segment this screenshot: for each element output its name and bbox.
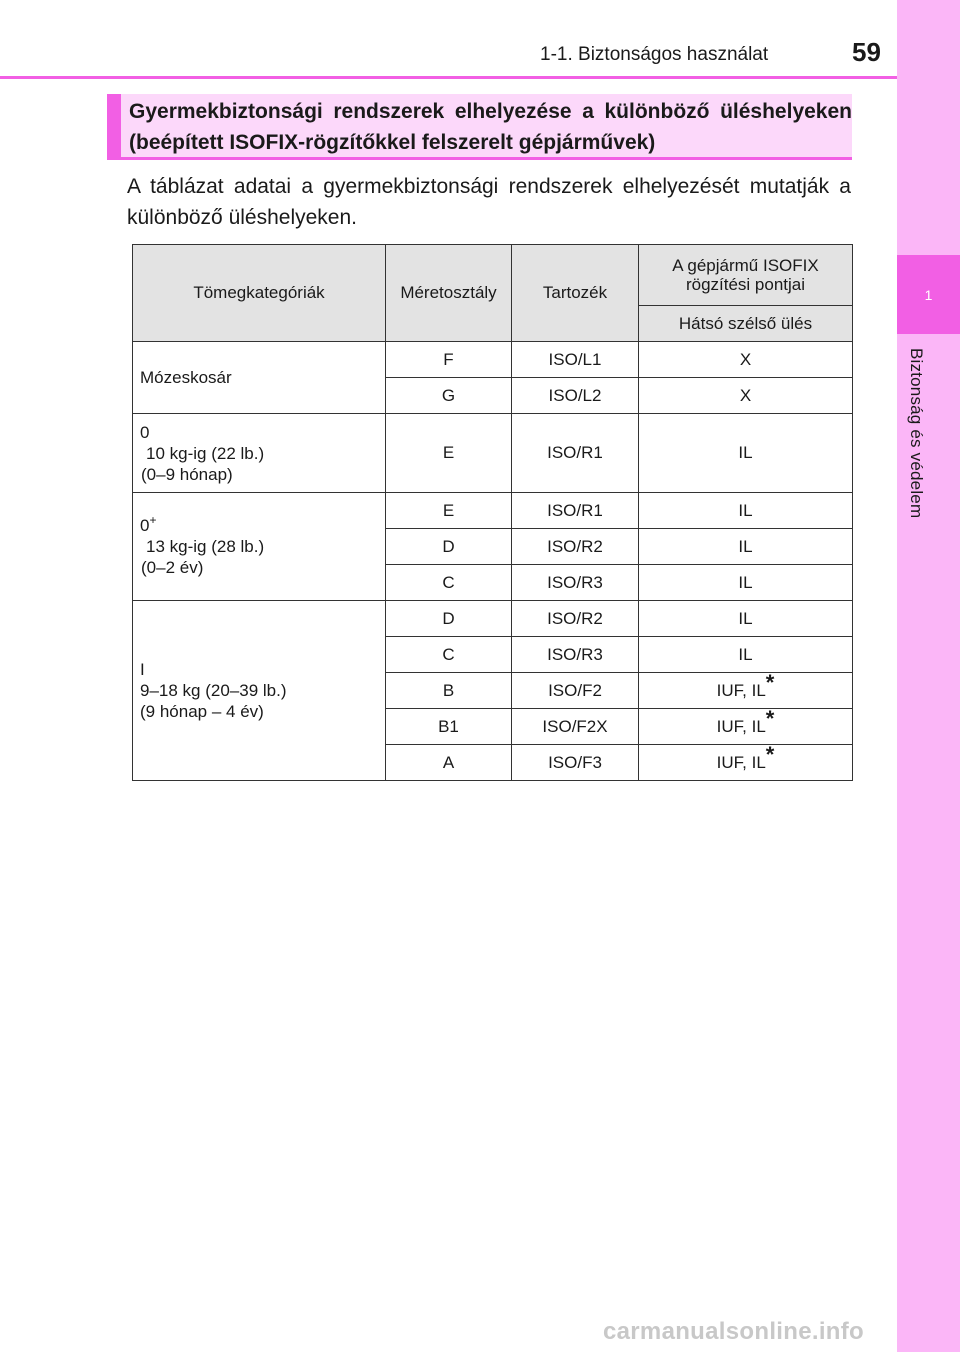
site-watermark: carmanualsonline.info [603, 1318, 865, 1345]
size-cell: F [386, 342, 512, 378]
table-row [133, 414, 853, 493]
size-cell: E [386, 414, 512, 493]
category-age: (9 hónap – 4 év) [140, 702, 264, 721]
category-weight: 10 kg-ig (22 lb.) [146, 443, 265, 463]
fixture-cell: ISO/R2 [512, 601, 639, 637]
fixture-cell: ISO/L2 [512, 378, 639, 414]
intro-paragraph: A táblázat adatai a gyermekbiztonsági rendszerek elhelyezését mutatják a különböző üléshelyeken. [127, 175, 851, 229]
size-cell: D [386, 529, 512, 565]
value-cell: IL [639, 414, 853, 493]
chapter-label: Biztonság és védelem [907, 348, 926, 519]
value-cell: IL [639, 529, 853, 565]
value-cell: IL [639, 493, 853, 529]
value-cell: IL [639, 565, 853, 601]
section-title: Gyermekbiztonsági rendszerek elhelyezése a különböző üléshelyeken (beépített ISOFIX-rögzítőkkel felszerelt gépjárművek) [129, 100, 852, 154]
size-cell: C [386, 637, 512, 673]
running-header: 1-1. Biztonságos használat [540, 44, 769, 65]
table-row [133, 342, 853, 378]
fixture-cell: ISO/R2 [512, 529, 639, 565]
size-cell: D [386, 601, 512, 637]
table-row [133, 601, 853, 637]
value-cell: X [639, 378, 853, 414]
page-number: 59 [852, 37, 881, 67]
plus-mark: + [149, 513, 157, 527]
size-cell: E [386, 493, 512, 529]
category-cell [133, 342, 386, 414]
value-cell: X [639, 342, 853, 378]
category-label: I [140, 660, 145, 679]
footnote-marker: * [765, 741, 775, 767]
fixture-cell: ISO/F2X [512, 709, 639, 745]
size-cell: C [386, 565, 512, 601]
category-weight: 13 kg-ig (28 lb.) [146, 537, 265, 556]
value-cell [639, 669, 853, 709]
size-cell: B [386, 673, 512, 709]
category-label: Mózeskosár [140, 368, 232, 387]
value-text: IUF, IL [716, 752, 766, 772]
value-text: IUF, IL [716, 680, 766, 700]
header-rule [0, 76, 897, 79]
header-size: Méretosztály [386, 245, 512, 342]
fixture-cell: ISO/R1 [512, 493, 639, 529]
fixture-cell: ISO/R1 [512, 414, 639, 493]
size-cell: B1 [386, 709, 512, 745]
value-cell [639, 705, 853, 745]
value-cell: IL [639, 601, 853, 637]
isofix-table [132, 244, 853, 781]
category-cell [133, 601, 386, 781]
category-age: (0–9 hónap) [141, 464, 233, 484]
fixture-cell: ISO/L1 [512, 342, 639, 378]
size-cell: A [386, 745, 512, 781]
header-fixture: Tartozék [512, 245, 639, 342]
header-isofix: A gépjármű ISOFIX rögzítési pontjai [639, 245, 853, 306]
value-cell [639, 741, 853, 781]
chapter-tab [897, 255, 960, 334]
size-cell: G [386, 378, 512, 414]
footnote-marker: * [765, 669, 775, 695]
category-label: 0 [140, 422, 150, 442]
category-cell [133, 493, 386, 601]
fixture-cell: ISO/R3 [512, 565, 639, 601]
section-heading-box [107, 94, 852, 160]
fixture-cell: ISO/F2 [512, 673, 639, 709]
category-age: (0–2 év) [141, 558, 204, 577]
category-label: 0 [140, 516, 150, 535]
fixture-cell: ISO/R3 [512, 637, 639, 673]
header-weight: Tömegkategóriák [133, 245, 386, 342]
footnote-marker: * [765, 705, 775, 731]
value-text: IUF, IL [716, 716, 766, 736]
value-cell: IL [639, 637, 853, 673]
chapter-number: 1 [924, 286, 933, 303]
header-seat: Hátsó szélső ülés [639, 306, 853, 342]
category-cell [133, 414, 386, 493]
table-row [133, 493, 853, 529]
chapter-side-strip [897, 0, 960, 1352]
fixture-cell: ISO/F3 [512, 745, 639, 781]
category-weight: 9–18 kg (20–39 lb.) [140, 681, 287, 700]
